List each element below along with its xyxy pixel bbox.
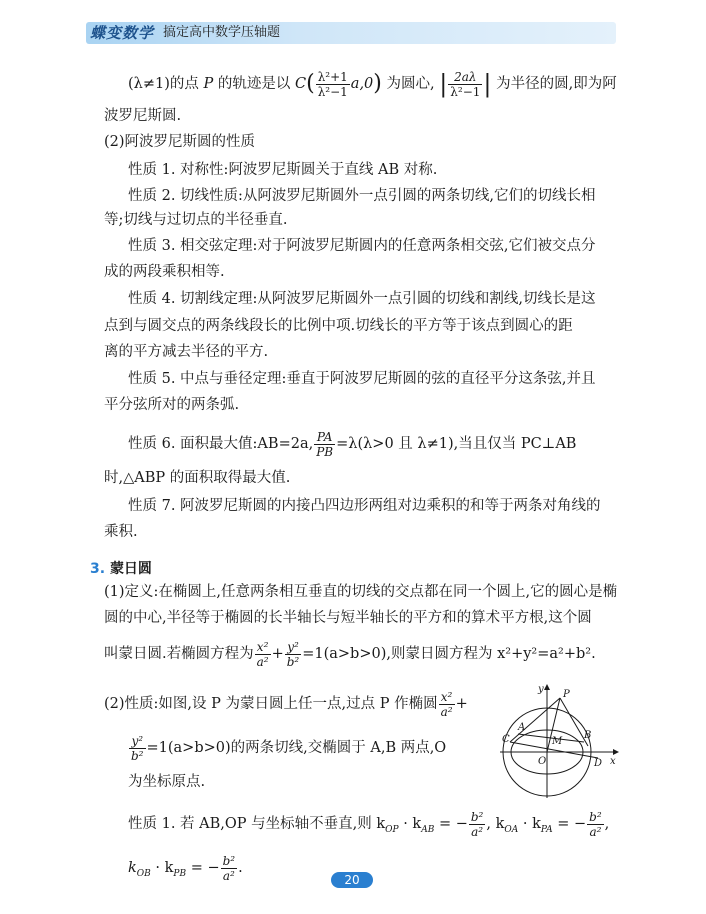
property-7-line2: 乘积. <box>104 524 138 540</box>
property-4-line2: 点到与圆交点的两条线段长的比例中项.切线长的平方等于该点到圆心的距 <box>104 318 573 334</box>
text: = − <box>186 860 220 876</box>
label-B: B <box>584 730 592 741</box>
numerator: b² <box>470 809 484 824</box>
p1-line2: 波罗尼斯圆. <box>104 108 182 124</box>
fraction <box>285 640 302 669</box>
text: · k <box>518 816 541 832</box>
subscript: OP <box>385 824 399 835</box>
property-6-line1 <box>128 424 576 464</box>
numerator: x² <box>439 690 455 705</box>
denominator: a² <box>440 704 453 719</box>
label-y: y <box>538 684 544 695</box>
section-3-heading <box>90 558 152 578</box>
page-number: 20 <box>331 872 373 888</box>
var-C: C <box>294 76 307 92</box>
label-O: O <box>538 756 547 767</box>
label-A: A <box>518 722 526 733</box>
denominator: a² <box>589 824 602 839</box>
fraction <box>314 430 335 459</box>
subscript: PB <box>173 868 187 879</box>
plus: + <box>271 646 284 662</box>
nature-line1 <box>104 684 468 724</box>
plus: + <box>455 696 468 712</box>
text: · k <box>150 860 174 876</box>
text: (λ≠1)的点 <box>128 76 199 92</box>
denominator: b² <box>131 748 144 763</box>
denominator: a² <box>222 868 235 883</box>
property-2-line2: 等;切线与过切点的半径垂直. <box>104 212 288 228</box>
property-1: 性质 1. 对称性:阿波罗尼斯圆关于直线 AB 对称. <box>128 162 438 178</box>
fraction <box>221 854 238 883</box>
abs-fraction <box>448 70 482 99</box>
denominator: b² <box>286 654 300 669</box>
subscript: OA <box>504 824 519 835</box>
property-2-line1: 性质 2. 切线性质:从阿波罗尼斯圆外一点引圆的两条切线,它们的切线长相 <box>128 188 596 204</box>
nature-property-1-line1 <box>128 804 609 844</box>
coord-tail: a,0 <box>350 76 374 92</box>
fraction <box>587 810 604 839</box>
p1-line1: (λ≠1)的点 P 的轨迹是以 C( $\frac{\text{λ²+1}}{\text{λ²−1}}$ a,0) 为圆心, | $\frac{2a\lambda}{\text{λ²−1}}$ | 为半径的圆,即为阿 <box>128 69 617 99</box>
label-x: x <box>610 756 616 767</box>
nature-line2 <box>128 728 446 768</box>
book-subtitle: 搞定高中数学压轴题 <box>163 25 281 40</box>
property-7-line1: 性质 7. 阿波罗尼斯圆的内接凸四边形两组对边乘积的和等于两条对角线的 <box>128 498 601 514</box>
denominator: a² <box>471 824 484 839</box>
property-4-line1: 性质 4. 切割线定理:从阿波罗尼斯圆外一点引圆的切线和割线,切线长是这 <box>128 291 596 307</box>
property-3-line2: 成的两段乘积相等. <box>104 264 225 280</box>
definition-line1: (1)定义:在椭圆上,任意两条相互垂直的切线的交点都在同一个圆上,它的圆心是椭 <box>104 584 618 600</box>
subscript: PA <box>540 824 553 835</box>
nature-property-1-line2 <box>128 848 243 888</box>
section-number: 3. <box>90 561 106 577</box>
label-D: D <box>594 758 603 769</box>
x-arrow <box>613 749 619 755</box>
text: (2)性质:如图,设 P 为蒙日圆上任一点,过点 P 作椭圆 <box>104 696 438 712</box>
numerator: b² <box>222 853 236 868</box>
y-arrow <box>544 684 550 690</box>
numerator: λ²+1 <box>317 69 348 84</box>
monge-circle-figure <box>498 680 622 800</box>
property-5-line1: 性质 5. 中点与垂径定理:垂直于阿波罗尼斯圆的弦的直径平分这条弦,并且 <box>128 371 596 387</box>
text: 叫蒙日圆.若椭圆方程为 <box>104 646 254 662</box>
part2-title: (2)阿波罗尼斯圆的性质 <box>104 134 256 150</box>
text: . <box>238 860 243 876</box>
numerator: y² <box>129 734 146 749</box>
text: =1(a>b>0)的两条切线,交椭圆于 A,B 两点,O <box>146 740 447 756</box>
text: =λ(λ>0 且 λ≠1),当且仅当 PC⊥AB <box>336 436 577 452</box>
definition-line3 <box>104 634 596 674</box>
subscript: OB <box>136 868 151 879</box>
denominator: λ²−1 <box>450 84 481 99</box>
property-4-line3: 离的平方减去半径的平方. <box>104 344 269 360</box>
fraction <box>439 690 455 719</box>
text: k <box>128 860 137 876</box>
numerator: y² <box>285 640 302 655</box>
text: 性质 1. 若 AB,OP 与坐标轴不垂直,则 k <box>128 816 386 832</box>
property-3-line1: 性质 3. 相交弦定理:对于阿波罗尼斯圆内的任意两条相交弦,它们被交点分 <box>128 238 596 254</box>
denominator: a² <box>256 654 269 669</box>
property-6-line2: 时,△ABP 的面积取得最大值. <box>104 470 291 486</box>
text: · k <box>398 816 422 832</box>
section-title: 蒙日圆 <box>109 561 152 577</box>
definition-line2: 圆的中心,半径等于椭圆的长半轴长与短半轴长的平方和的算术平方根,这个圆 <box>104 610 592 626</box>
label-P: P <box>563 689 570 700</box>
text: = − <box>434 816 468 832</box>
text: 的轨迹是以 <box>217 76 291 92</box>
text: 为圆心, <box>386 76 435 92</box>
text: = − <box>552 816 587 832</box>
denominator: PB <box>316 444 334 459</box>
numerator: PA <box>314 430 335 445</box>
text: , k <box>486 816 505 832</box>
property-5-line2: 平分弦所对的两条弧. <box>104 397 240 413</box>
fraction <box>255 640 271 669</box>
denominator: λ²−1 <box>317 84 348 99</box>
numerator: b² <box>589 809 602 824</box>
nature-line3: 为坐标原点. <box>128 774 206 790</box>
text: , <box>604 816 610 832</box>
text: =1(a>b>0),则蒙日圆方程为 x²+y²=a²+b². <box>302 646 596 662</box>
numerator: 2aλ <box>448 70 482 85</box>
text: 为半径的圆,即为阿 <box>496 76 617 92</box>
var-P: P <box>203 76 214 92</box>
label-C: C <box>502 734 510 745</box>
numerator: x² <box>255 640 271 655</box>
fraction <box>129 734 146 763</box>
fraction <box>316 70 350 99</box>
brand-logo: 蝶变数学 <box>90 24 155 42</box>
subscript: AB <box>421 824 435 835</box>
text: 性质 6. 面积最大值:AB=2a, <box>128 436 314 452</box>
fraction <box>469 810 486 839</box>
label-M: M <box>552 736 563 747</box>
